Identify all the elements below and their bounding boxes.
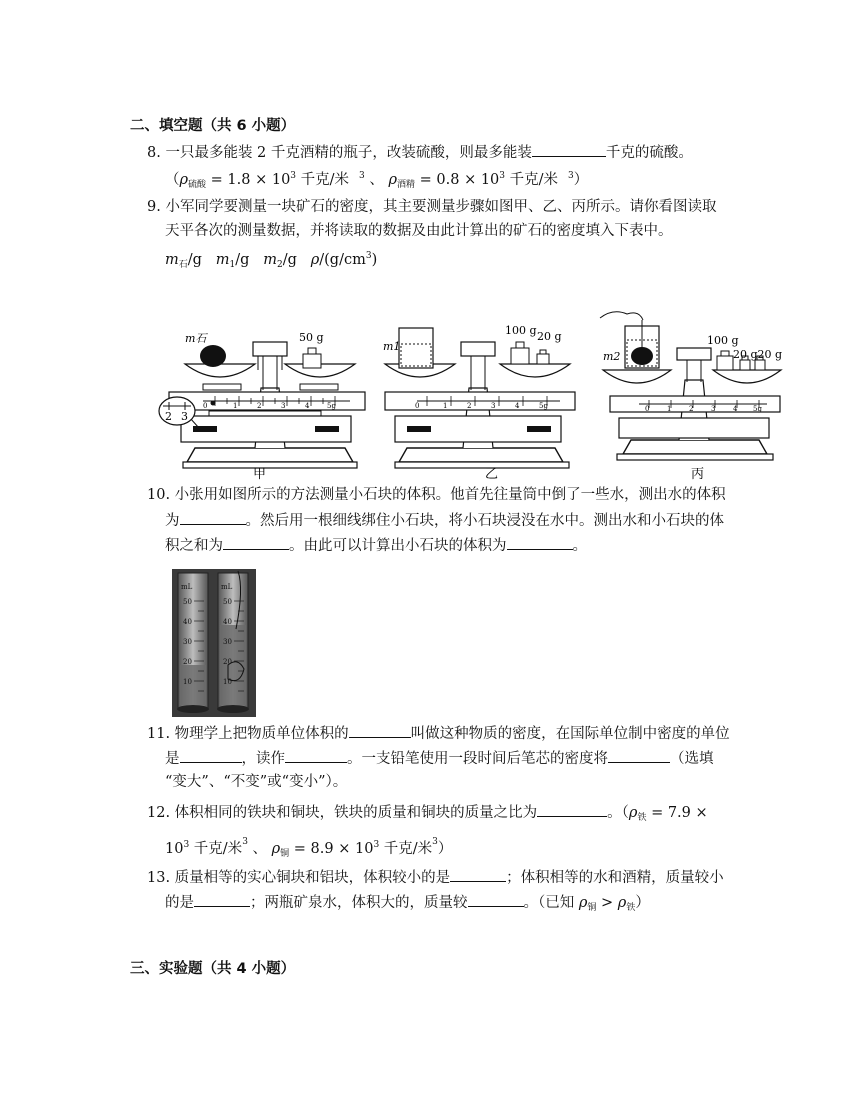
tick-label: 50 <box>183 598 192 606</box>
answer-blank[interactable] <box>349 723 411 738</box>
rho-value: = 8.9 × 10 <box>293 841 374 857</box>
answer-blank[interactable] <box>507 535 573 550</box>
unit-label: mL <box>181 583 193 591</box>
rho-value: = 7.9 × <box>651 805 708 821</box>
question-text <box>165 510 724 531</box>
zoom-tick: 3 <box>181 410 188 423</box>
text: ；两瓶矿泉水，体积大的，质量较 <box>250 895 468 911</box>
figure-label: 甲 <box>253 467 267 482</box>
scale-tick: 5g <box>539 402 548 410</box>
scale-tick: 4 <box>733 405 738 413</box>
question-number: 11. <box>147 726 171 742</box>
rho-subscript: 铜 <box>587 903 597 913</box>
balance-figure <box>155 308 785 483</box>
table-header: $m_石/g$ $m_1/g$ $m_2/g$ $\rho/(g/cm^3)$ <box>165 251 378 270</box>
exponent: 3 <box>568 171 574 181</box>
text: 。 <box>572 538 587 554</box>
question-number: 8. <box>147 145 161 161</box>
rho-subscript: 酒精 <box>397 180 416 190</box>
tick-label: 40 <box>183 618 192 626</box>
question-text: 的是 ；两瓶矿泉水，体积大的，质量较 。（已知 $\rho_铜 > \rho_铁$） <box>165 892 650 918</box>
col-unit: /g <box>235 252 250 268</box>
scale-tick: 4 <box>515 402 520 410</box>
unit: 千克/米 <box>383 841 433 857</box>
text: 。（已知 <box>523 895 575 911</box>
exponent: 3 <box>499 171 506 181</box>
tick-label: 30 <box>183 638 192 646</box>
text: 。一支铅笔使用一段时间后笔芯的密度将 <box>347 751 608 767</box>
col-unit: /(g/cm <box>319 252 366 268</box>
scale-tick: 1 <box>233 402 238 410</box>
balance-bing <box>600 312 782 482</box>
separator: 、 <box>252 841 268 857</box>
scale-tick: 3 <box>281 402 286 410</box>
tick-label: 50 <box>223 598 232 606</box>
question-text: 一只最多能装 2 千克酒精的瓶子，改装硫酸，则最多能装 <box>165 145 532 161</box>
scale-tick: 5g <box>327 402 336 410</box>
scale-tick: 2 <box>689 405 694 413</box>
paren: （ <box>165 172 180 188</box>
question-text: 天平各次的测量数据，并将读取的数据及由此计算出的矿石的密度填入下表中。 <box>165 223 673 239</box>
exponent: 3 <box>290 171 297 181</box>
rho-subscript: 铁 <box>626 903 636 913</box>
mass-label: m石 <box>185 332 207 345</box>
scale-tick: 4 <box>305 402 310 410</box>
text: 物理学上把物质单位体积的 <box>174 726 349 742</box>
scale-tick: 1 <box>667 405 672 413</box>
scale-tick: 3 <box>491 402 496 410</box>
answer-blank[interactable] <box>537 802 607 817</box>
balance-yi <box>383 324 575 482</box>
scale-tick: 5g <box>753 405 762 413</box>
unit: 千克/米 <box>300 172 350 188</box>
text: ，读作 <box>241 751 285 767</box>
question-8-constants: （$\rho_{硫酸} = 1.8 \times 10^3$ 千克/米 $^3$ 、 $\rho_{酒精} = 0.8 \times 10^3$ 千克/米 $^3$） <box>165 171 589 190</box>
tick-label: 20 <box>223 658 232 666</box>
text: （选填 <box>670 751 714 767</box>
question-number: 13. <box>147 870 171 886</box>
unit: 千克/米 <box>509 172 559 188</box>
text: 是 <box>165 751 180 767</box>
col-subscript: 2 <box>277 260 283 270</box>
text: 积之和为 <box>165 538 223 554</box>
answer-blank[interactable] <box>450 867 506 882</box>
tick-label: 20 <box>183 658 192 666</box>
cylinder-right <box>217 571 249 713</box>
question-8 <box>147 142 693 163</box>
exponent: 3 <box>373 840 380 850</box>
weight-label: 20 g20 g <box>733 348 783 361</box>
rho-value: = 1.8 × 10 <box>210 172 291 188</box>
text: 叫做这种物质的密度，在国际单位制中密度的单位 <box>410 726 730 742</box>
weight-label: 100 g <box>505 324 537 337</box>
answer-blank[interactable] <box>223 535 289 550</box>
question-10 <box>147 485 726 505</box>
question-text: 小张用如图所示的方法测量小石块的体积。他首先往量筒中倒了一些水，测出水的体积 <box>174 487 726 503</box>
figure-label: 丙 <box>691 467 705 482</box>
question-13 <box>147 867 724 888</box>
paren: ） <box>635 895 650 911</box>
question-number: 9. <box>147 199 161 215</box>
answer-blank[interactable] <box>285 748 347 763</box>
exponent: 3 <box>365 251 372 261</box>
cylinder-left <box>177 573 209 713</box>
separator: 、 <box>369 172 384 188</box>
weight-label: 20 g <box>537 330 562 343</box>
tick-label: 40 <box>223 618 232 626</box>
cylinder-photo <box>172 569 256 717</box>
question-11 <box>147 723 730 744</box>
question-12-constants: $10^3$ 千克/米$^3$ 、 $\rho_铜 = 8.9 \times 10^3$ 千克/米$^3$） <box>165 837 453 859</box>
weight-label: 100 g <box>707 334 739 347</box>
rho-value: = 0.8 × 10 <box>419 172 500 188</box>
balance-jia <box>159 331 365 482</box>
answer-blank[interactable] <box>180 510 246 525</box>
scale-tick: 0 <box>415 402 420 410</box>
mass-label: m2 <box>603 350 621 363</box>
col-unit: /g <box>282 252 297 268</box>
scale-tick: 0 <box>203 402 208 410</box>
col-subscript: 1 <box>229 260 236 270</box>
scale-tick: 3 <box>711 405 716 413</box>
question-text <box>165 748 714 769</box>
unit: 千克/米 <box>193 841 243 857</box>
question-9 <box>147 197 716 217</box>
section-title: 三、实验题（共 4 小题） <box>130 961 296 977</box>
paren: ） <box>573 172 589 188</box>
tick-label: 10 <box>183 678 192 686</box>
text: 。由此可以计算出小石块的体积为 <box>289 538 507 554</box>
text: 的是 <box>165 895 194 911</box>
unit-label: mL <box>221 583 233 591</box>
mass-label: m1 <box>383 340 401 353</box>
zoom-tick: 2 <box>165 410 172 423</box>
answer-blank[interactable] <box>180 748 242 763</box>
text: 。然后用一根细线绑住小石块，将小石块浸没在水中。测出水和小石块的体 <box>245 513 724 529</box>
answer-blank[interactable] <box>194 892 250 907</box>
exponent: 3 <box>432 837 438 847</box>
tick-label: 30 <box>223 638 232 646</box>
answer-blank[interactable] <box>608 748 670 763</box>
question-text: “变大”、“不变”或“变小”）。 <box>165 774 348 790</box>
scale-tick: 2 <box>467 402 472 410</box>
text: 。（ <box>607 805 629 821</box>
scale-tick: 1 <box>443 402 448 410</box>
rho-subscript: 硫酸 <box>188 180 207 190</box>
question-text <box>165 535 587 556</box>
paren: ） <box>437 841 453 857</box>
figure-label: 乙 <box>485 467 499 482</box>
question-text: 千克的硫酸。 <box>605 145 693 161</box>
col-subscript: 石 <box>178 260 188 270</box>
col-unit: /g <box>187 252 202 268</box>
answer-blank[interactable] <box>468 892 524 907</box>
exponent: 3 <box>183 840 190 850</box>
rho-value: 10 <box>165 841 184 857</box>
rho-subscript: 铁 <box>637 813 647 823</box>
paren: ) <box>371 252 378 268</box>
question-text: 小军同学要测量一块矿石的密度，其主要测量步骤如图甲、乙、丙所示。请你看图读取 <box>165 199 717 215</box>
comparison: > <box>601 895 614 911</box>
weight-label: 50 g <box>299 331 324 344</box>
tick-label: 10 <box>223 678 232 686</box>
scale-tick: 0 <box>645 405 650 413</box>
text: 体积相同的铁块和铜块，铁块的质量和铜块的质量之比为 <box>174 805 538 821</box>
question-number: 10. <box>147 487 171 503</box>
answer-blank[interactable] <box>532 142 606 157</box>
text: ；体积相等的水和酒精，质量较小 <box>506 870 724 886</box>
question-12: 12. 体积相同的铁块和铜块，铁块的质量和铜块的质量之比为 。（$\rho_铁 = 7.9$ × <box>147 802 708 828</box>
section-title: 二、填空题（共 6 小题） <box>130 118 296 134</box>
rho-subscript: 铜 <box>280 849 290 859</box>
text: 质量相等的实心铜块和铝块，体积较小的是 <box>174 870 451 886</box>
scale-tick: 2 <box>257 402 262 410</box>
question-number: 12. <box>147 805 171 821</box>
text: 为 <box>165 513 180 529</box>
exponent: 3 <box>359 171 365 181</box>
exponent: 3 <box>242 837 248 847</box>
